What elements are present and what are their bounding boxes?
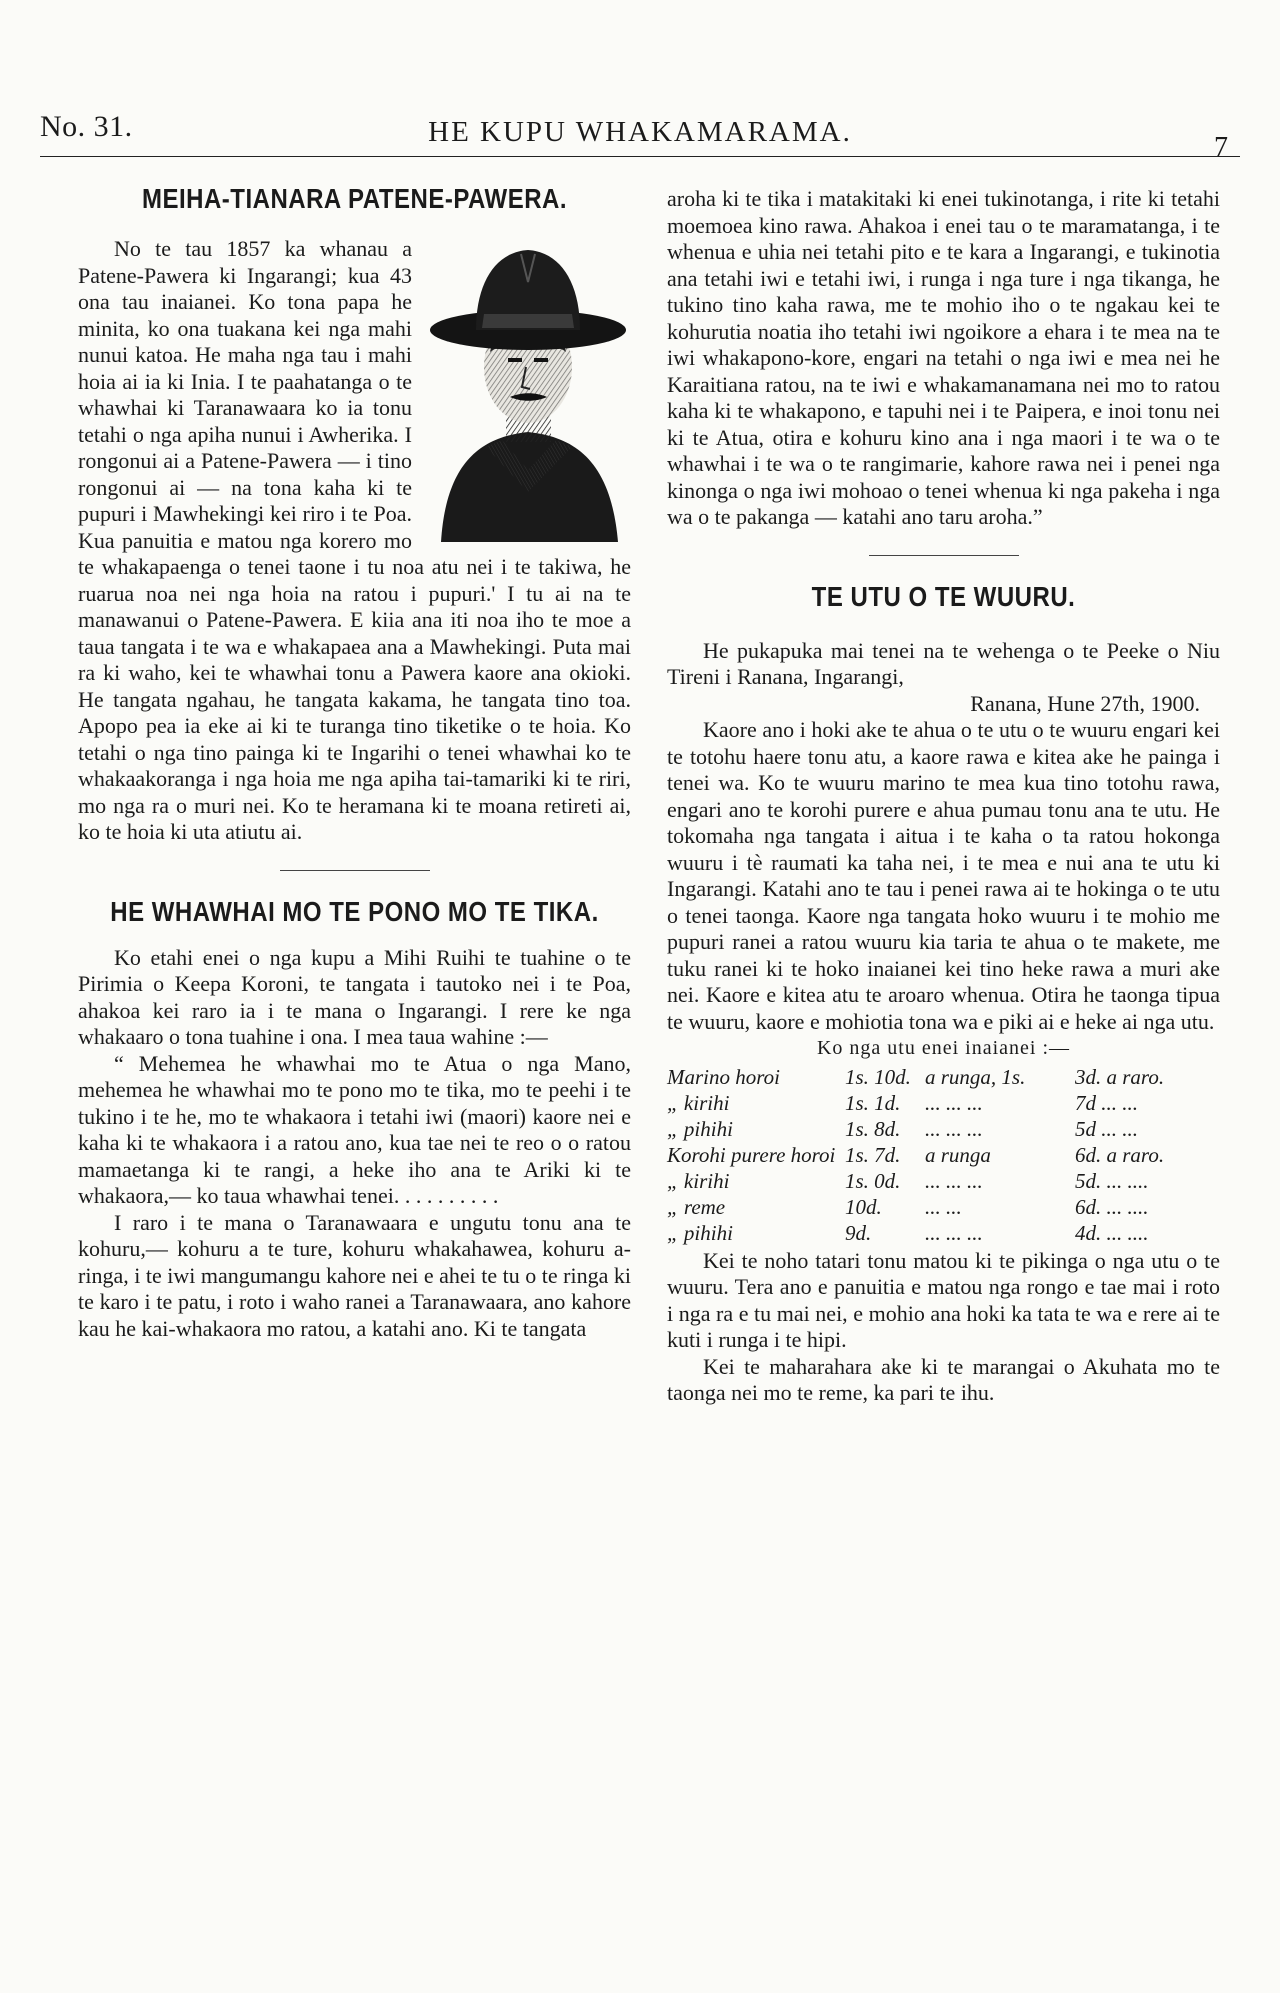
table-cell: 4d. ... .... (1075, 1220, 1149, 1245)
table-row (667, 1116, 1220, 1142)
table-cell: ... ... (925, 1194, 962, 1219)
quote-continuation: aroha ki te tika i matakitaki ki enei tukinotanga, i rite ki tetahi moemoea kino rawa. Ahakoa i enei tau o te maramatanga, i te whenua e uhia nei tetahi pito e te kara a Ingarangi, e tukinotia ana tetahi iwi e tetahi iwi, i runga i nga ture i nga tikanga, he tukino tino kaha rawa, me te mohio iho o te ngakau kei te kohurutia noatia iho tetahi iwi ngoikore a ehara i te mea na te iwi whakapono-kore, engari na tetahi o nga iwi e mea nei he Karaitiana ratou, na te iwi e whakamanamana nei mo to ratou kaha ki te whakapono, e tapuhi nei i te Paipera, e inoi tonu nei ki te Atua, otira e kohuru kino ana i nga maori i te wa o te whawhai i te wa o te rangimarie, kahore rawa nei i penei nga kinonga o nga iwi mohoao o tenei whenua ki nga pakeha i nga wa o te pakanga — katahi ano taru aroha.” (667, 186, 1220, 529)
table-cell: 1s. 1d. (845, 1090, 901, 1115)
table-cell: 6d. a raro. (1075, 1142, 1165, 1167)
letter-date: Ranana, Hune 27th, 1900. (970, 690, 1200, 716)
article-paragraph: Kaore ano i hoki ake te ahua o te utu o te wuuru engari kei te totohu haere tonu atu, a kaore rawa e kitea ake he painga i tenei wa. Ko te wuuru marino te mea kua tino totohu rawa, engari ano te korohi purere e ahua pumau tonu ana te utu. He tokomaha nga tangata i aitua i te kaha o ta ratou hokonga wuuru i tè raumati ka taha nei, i te mea e nui ana te utu ki Ingarangi. Katahi ano te tau i penei rawa ai te hokinga o te utu o tenei taonga. Kaore nga tangata hoko wuuru i te mohio me pupuri ranei a ratou wuuru kia taria te ahua o te makete, me tuku ranei ki te hoko inaianei kei tino heke rawa a muri ake nei. Kaore e kitea atu te aroaro whenua. Otira he taonga tipua te wuuru, kaore e mohiotia tona wa e piki ai e heke ai nga utu. (667, 717, 1220, 1034)
article-paragraph: Ko etahi enei o nga kupu a Mihi Ruihi te tuahine o te Pirimia o Keepa Koroni, te tangata i tautoko nei i te Poa, ahakoa kei raro ia i te mana o Ingarangi. I rere ke nga whakaaro o tona tuahine i ona. I mea taua wahine :— (78, 944, 631, 1049)
page-number: 7 (1214, 132, 1228, 163)
table-cell: ... ... ... (925, 1168, 983, 1193)
table-cell: ... ... ... (925, 1116, 983, 1141)
article-heading-wuuru: TE UTU O TE WUURU. (811, 581, 1076, 613)
table-cell: „ kirihi (667, 1090, 730, 1115)
section-divider (280, 870, 430, 871)
article-paragraph: Kei te noho tatari tonu matou ki te pikinga o nga utu o te wuuru. Tera ano e panuitia e matou nga rongo e tae mai i roto i nga ra e tu mai nei, e mohio ana hoki ka tata te wa e rere ai te kuti i runga i te hipi. (667, 1247, 1220, 1352)
article-paragraph: He pukapuka mai tenei na te wehenga o te Peeke o Niu Tireni i Ranana, Ingarangi, (667, 637, 1220, 689)
table-cell: 1s. 10d. (845, 1064, 911, 1089)
table-cell: „ pihihi (667, 1116, 733, 1141)
table-cell: 7d ... ... (1075, 1090, 1138, 1115)
quote-paragraph: “ Mehemea he whawhai mo te Atua o nga Mano, mehemea he whawhai mo te pono mo te tika, mo te peehi i te tukino i te he, mo te whakaora i tetahi iwi (maori) kaore nei e kaha ki te whakaora i a ratou ano, kua tae nei te reo o o ratou mamaetanga ki te rangi, a heke iho ana te Ariki ki te whakaora,— ko taua whawhai tenei. . . . . . . . . . (78, 1050, 631, 1208)
portrait-icon (426, 242, 631, 542)
table-row (667, 1220, 1220, 1246)
table-cell: 5d ... ... (1075, 1116, 1138, 1141)
table-cell: 1s. 8d. (845, 1116, 901, 1141)
table-row (667, 1168, 1220, 1194)
table-cell: ... ... ... (925, 1220, 983, 1245)
table-row (667, 1090, 1220, 1116)
portrait-engraving (426, 242, 631, 542)
table-cell: „ reme (667, 1194, 726, 1219)
quote-paragraph: I raro i te mana o Taranawaara e ungutu tonu ana te kohuru,— kohuru a te ture, kohuru whakahawea, kohuru a-ringa, i te iwi mangumangu kahore nei e ahei te tu o te ringa ki te karo i te patu, i roto i waho ranei a Taranawaara, ano kahore kau he kai-whakaora mo ratou, a katahi ano. Ki te tangata (78, 1209, 631, 1341)
table-cell: „ kirihi (667, 1168, 730, 1193)
section-divider (869, 555, 1019, 556)
article-paragraph: Kei te maharahara ake ki te marangai o Akuhata mo te taonga nei mo te reme, ka pari te ihu. (667, 1353, 1220, 1405)
table-cell: ... ... ... (925, 1090, 983, 1115)
publication-title: HE KUPU WHAKAMARAMA. (428, 116, 852, 148)
table-cell: 1s. 0d. (845, 1168, 901, 1193)
table-cell: Korohi purere horoi (667, 1142, 836, 1167)
article-heading-patene-pawera: MEIHA-TIANARA PATENE-PAWERA. (141, 183, 568, 215)
left-column (78, 183, 631, 1342)
table-cell: 1s. 7d. (845, 1142, 901, 1167)
page-header (40, 110, 1240, 163)
table-cell: Marino horoi (667, 1064, 780, 1089)
table-cell: a runga, 1s. (925, 1064, 1026, 1089)
table-row (667, 1194, 1220, 1220)
table-cell: „ pihihi (667, 1220, 733, 1245)
wool-price-table (667, 1064, 1220, 1246)
table-row (667, 1064, 1220, 1090)
table-row (667, 1142, 1220, 1168)
table-cell: 6d. ... .... (1075, 1194, 1149, 1219)
table-cell: 10d. (845, 1194, 882, 1219)
issue-number: No. 31. (40, 110, 133, 143)
table-cell: 9d. (845, 1220, 872, 1245)
article-paragraph: No te tau 1857 ka whanau a Patene-Pawera ki Ingarangi; kua 43 ona tau inaianei. Ko tona papa he minita, ko ona tuakana kei nga mahi nunui katoa. He maha nga tau i mahi hoia ai ia ki Inia. I te paahatanga o te whawhai ki Taranawaara ko ia tonu tetahi o nga apiha nunui i Awherika. I rongonui ai a Patene-Pawera — i tino rongonui ai — na tona kaha ki te pupuri i Mawhekingi kei riro i te Poa. Kua panuitia e matou nga korero mo te whakapaenga o tenei taone i tu noa atu nei i te takiwa, he ruarua noa nei nga hoia na ratou i pupuri.' I tu ai na te manawanui o Patene-Pawera. E kiia ana iti noa iho te moe a taua tangata i te wa e whakapaea ana a Mawhekingi. Puta mai ra ki waho, kei te whawhai tonu a Pawera kaore ana okioki. He tangata ngahau, he tangata kakama, he tangata tino toa. Apopo pea ia eke ai ki te turanga tino tiketike o te hoia. Ko tetahi o nga tino painga ki te Ingarihi o tenei whawhai ko te whakaakoranga i nga hoia me nga apiha tai-tamariki ki te riri, mo nga ra o muri nei. Ko te heramana ki te moana retireti ai, ko te hoia ki uta atiutu ai. (78, 236, 631, 844)
table-cell: 5d. ... .... (1075, 1168, 1149, 1193)
table-cell: a runga (925, 1142, 991, 1167)
table-caption: Ko nga utu enei inaianei :— (816, 1037, 1071, 1059)
article-heading-whawhai: HE WHAWHAI MO TE PONO MO TE TIKA. (110, 896, 599, 928)
table-cell: 3d. a raro. (1075, 1064, 1165, 1089)
right-column (667, 186, 1220, 1407)
